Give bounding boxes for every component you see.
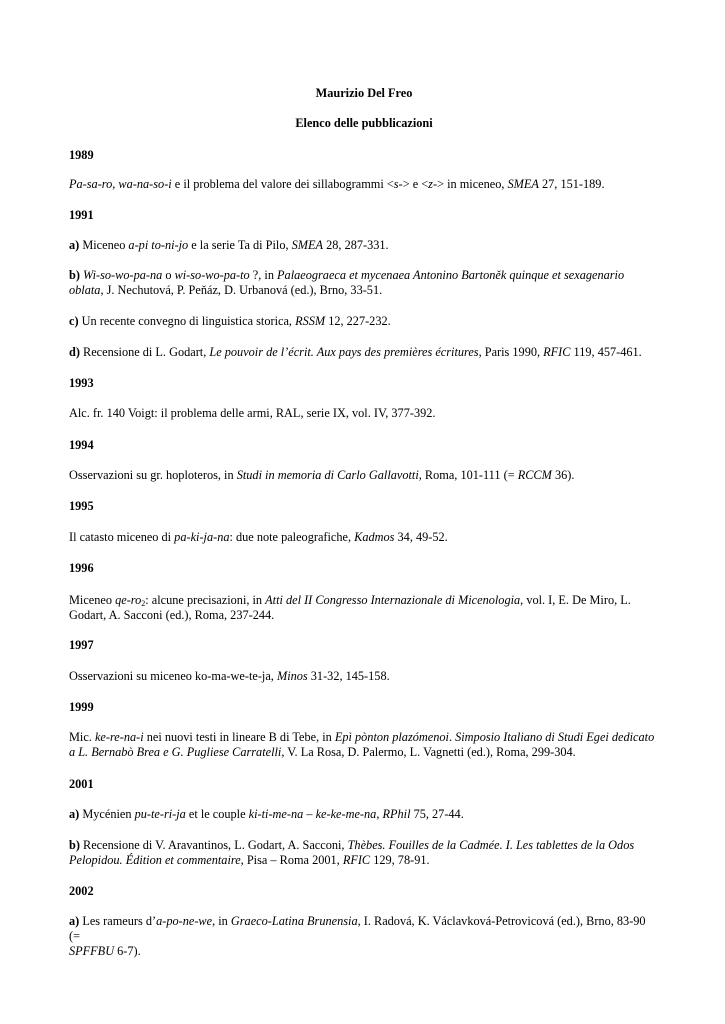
entry-1994: Osservazioni su gr. hoploteros, in Studi in memoria di Carlo Gallavotti, Roma, 101-111 (= RCCM 36). — [69, 468, 575, 482]
entry-1993: Alc. fr. 140 Voigt: il problema delle armi, RAL, serie IX, vol. IV, 377-392. — [69, 406, 436, 420]
entry-2001-a: a) Mycénien pu-te-ri-ja et le couple ki-ti-me-na – ke-ke-me-na, RPhil 75, 27-44. — [69, 807, 464, 821]
entry-1989: Pa-sa-ro, wa-na-so-i e il problema del valore dei sillabogrammi <s-> e <z-> in miceneo, SMEA 27, 151-189. — [69, 177, 605, 191]
document-heading: Elenco delle pubblicazioni — [295, 116, 433, 130]
entry-1995: Il catasto miceneo di pa-ki-ja-na: due note paleografiche, Kadmos 34, 49-52. — [69, 530, 448, 544]
year-heading-1999: 1999 — [69, 700, 94, 714]
entry-1991-b: b) Wi-so-wo-pa-na o wi-so-wo-pa-to ?, in Palaeograeca et mycenaea Antonino Bartoněk quinque et sexagenario oblata, J. Nechutová, P. Peňáz, D. Urbanová (ed.), Brno, 33-51. — [69, 268, 625, 297]
year-heading-1991: 1991 — [69, 208, 94, 222]
year-heading-1989: 1989 — [69, 148, 94, 162]
entry-1991-c: c) Un recente convegno di linguistica storica, RSSM 12, 227-232. — [69, 314, 391, 328]
author-name: Maurizio Del Freo — [315, 86, 413, 100]
entry-1999: Mic. ke-re-na-i nei nuovi testi in lineare B di Tebe, in Epì pònton plazómenoi. Simposio Italiano di Studi Egei dedicato a L. Bernabò Brea e G. Pugliese Carratelli, V. La Rosa, D. Palermo, L. Vagnetti (ed.), Roma, 299-304. — [69, 730, 655, 759]
year-heading-1993: 1993 — [69, 376, 94, 390]
entry-1996: Miceneo $qe-ro_2$: alcune precisazioni, in Atti del II Congresso Internazionale di Micenologia, vol. I, E. De Miro, L. Godart, A. Sacconi (ed.), Roma, 237-244. — [69, 593, 631, 622]
year-heading-1996: 1996 — [69, 561, 94, 575]
year-heading-1995: 1995 — [69, 499, 94, 513]
year-heading-2002: 2002 — [69, 884, 94, 898]
year-heading-1994: 1994 — [69, 438, 94, 452]
year-heading-2001: 2001 — [69, 777, 94, 791]
entry-2002-a: a) Les rameurs d’a-po-ne-we, in Graeco-Latina Brunensia, I. Radová, K. Václavková-Petrovicová (ed.), Brno, 83-90 (= SPFFBU 6-7). — [69, 914, 646, 958]
entry-1997: Osservazioni su miceneo ko-ma-we-te-ja, Minos 31-32, 145-158. — [69, 669, 390, 683]
entry-1991-a: a) Miceneo a-pi to-ni-jo e la serie Ta di Pilo, SMEA 28, 287-331. — [69, 238, 389, 252]
entry-1991-d: d) Recensione di L. Godart, Le pouvoir de l’écrit. Aux pays des premières écritures, Paris 1990, RFIC 119, 457-461. — [69, 345, 642, 359]
entry-2001-b: b) Recensione di V. Aravantinos, L. Godart, A. Sacconi, Thèbes. Fouilles de la Cadmée. I. Les tablettes de la Odos Pelopidou. Édition et commentaire, Pisa – Roma 2001, RFIC 129, 78-91. — [69, 838, 635, 867]
year-heading-1997: 1997 — [69, 638, 94, 652]
